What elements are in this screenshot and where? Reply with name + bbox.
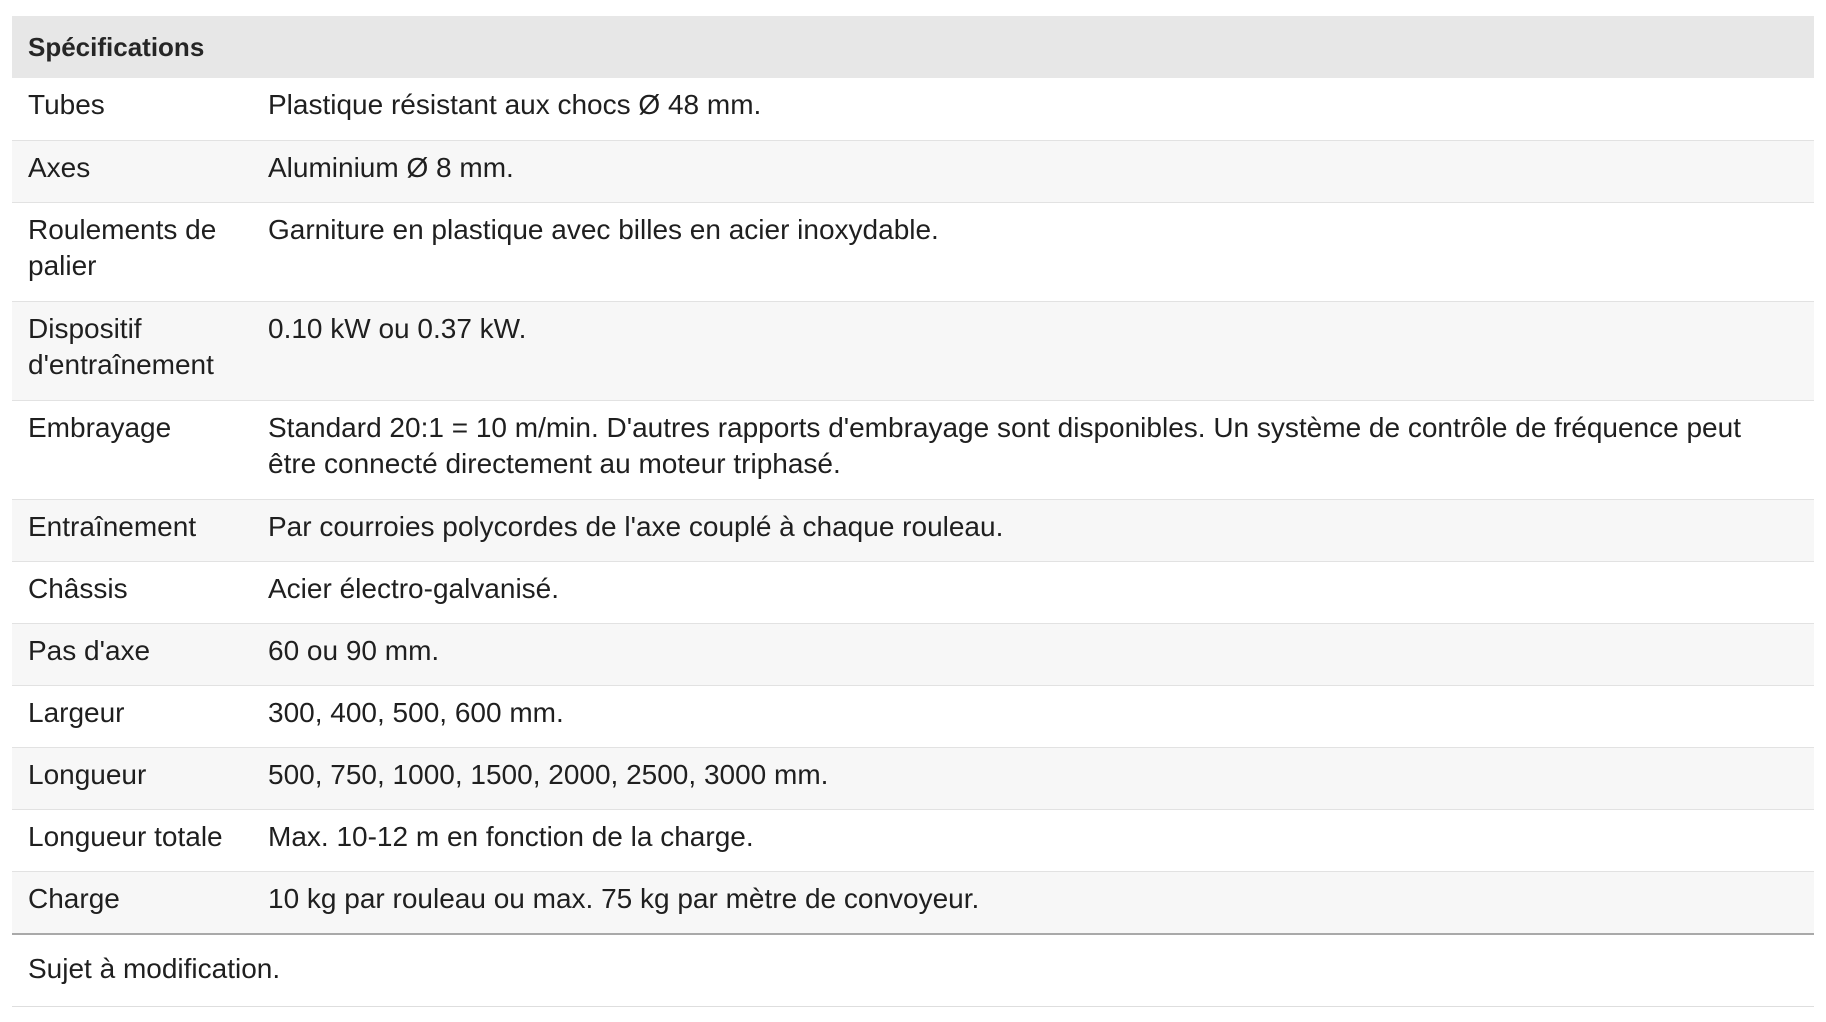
- spec-label: Charge: [12, 871, 264, 933]
- spec-value: Plastique résistant aux chocs Ø 48 mm.: [268, 89, 762, 120]
- spec-value: 60 ou 90 mm.: [264, 623, 1814, 685]
- spec-label: Roulements de palier: [12, 202, 264, 301]
- table-row: [12, 561, 1814, 623]
- spec-value: Acier électro-galvanisé.: [264, 561, 1814, 623]
- table-row: [12, 499, 1814, 561]
- table-row: [12, 140, 1814, 202]
- table-row: [12, 747, 1814, 809]
- table-row: [12, 400, 1814, 499]
- spec-value: 500, 750, 1000, 1500, 2000, 2500, 3000 mm.: [264, 747, 1814, 809]
- modification-note: Sujet à modification.: [12, 933, 1814, 1007]
- spec-label: Pas d'axe: [12, 623, 264, 685]
- spec-label: Dispositif d'entraînement: [12, 301, 264, 400]
- spec-value: 10 kg par rouleau ou max. 75 kg par mètre de convoyeur.: [264, 871, 1814, 933]
- spec-value: Par courroies polycordes de l'axe couplé à chaque rouleau.: [264, 499, 1814, 561]
- spec-label: Longueur totale: [12, 809, 264, 871]
- specifications-table: [12, 16, 1814, 933]
- spec-value: Max. 10-12 m en fonction de la charge.: [264, 809, 1814, 871]
- spec-value: Garniture en plastique avec billes en acier inoxydable.: [264, 202, 1814, 301]
- spec-value: 300, 400, 500, 600 mm.: [264, 685, 1814, 747]
- table-row: [12, 202, 1814, 301]
- table-row: [12, 301, 1814, 400]
- spec-label: Longueur: [12, 747, 264, 809]
- table-header-row: [12, 16, 1814, 78]
- table-row: [12, 809, 1814, 871]
- spec-label: Tubes: [28, 89, 105, 120]
- specifications-panel: [12, 16, 1814, 1007]
- table-row: [12, 78, 1814, 140]
- spec-value: 0.10 kW ou 0.37 kW.: [264, 301, 1814, 400]
- table-row: [12, 623, 1814, 685]
- spec-label: Axes: [12, 140, 264, 202]
- spec-value: Standard 20:1 = 10 m/min. D'autres rapports d'embrayage sont disponibles. Un système de contrôle de fréquence peut être connecté directement au moteur triphasé.: [264, 400, 1814, 499]
- spec-label: Châssis: [12, 561, 264, 623]
- table-header-title: Spécifications: [12, 16, 1814, 78]
- table-row: [12, 871, 1814, 933]
- table-row: [12, 685, 1814, 747]
- spec-label: Embrayage: [12, 400, 264, 499]
- spec-label: Entraînement: [12, 499, 264, 561]
- spec-label: Largeur: [12, 685, 264, 747]
- spec-value: Aluminium Ø 8 mm.: [264, 140, 1814, 202]
